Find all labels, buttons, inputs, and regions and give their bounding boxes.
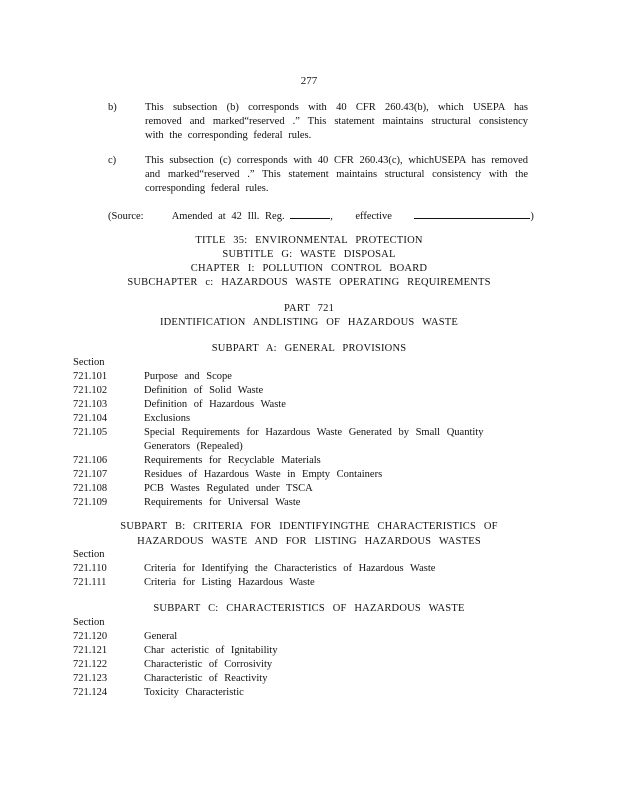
title-heading: TITLE 35: ENVIRONMENTAL PROTECTION [195,235,423,246]
source-close: ) [530,211,534,222]
toc-row [73,454,533,468]
subpart-a-heading: SUBPART A: GENERAL PROVISIONS [211,343,407,354]
subchapter-heading: SUBCHAPTER c: HAZARDOUS WASTE OPERATING REQUIREMENTS [127,277,491,288]
paragraph-c [108,154,528,196]
toc-row [73,384,533,398]
section-number: 721.106 [73,455,108,466]
toc-row [73,398,533,412]
section-label: Section [73,617,105,628]
section-title: Char acteristic of Ignitability [144,645,278,656]
section-number: 721.124 [73,687,108,698]
part-heading: PART 721 [283,303,335,314]
toc-row [73,496,533,510]
section-title: Purpose and Scope [144,371,232,382]
section-title: Special Requirements for Hazardous Waste Generated by Small Quantity Generators (Repealed) [144,427,484,452]
section-number: 721.107 [73,469,108,480]
section-title: Residues of Hazardous Waste in Empty Containers [144,469,383,480]
section-title: Criteria for Identifying the Characteristics of Hazardous Waste [144,563,436,574]
register-blank [290,208,330,219]
paragraph-text: This subsection (b) corresponds with 40 CFR 260.43(b), which USEPA has removed and marked“reserved .” This statement maintains structural consistency with the corresponding federal rules. [145,102,528,141]
section-title: Definition of Solid Waste [144,385,264,396]
subpart-b-heading: SUBPART B: CRITERIA FOR IDENTIFYINGTHE CHARACTERISTICS OF [120,521,498,532]
paragraph-text: This subsection (c) corresponds with 40 CFR 260.43(c), whichUSEPA has removed and marked“reserved .” This statement maintains structural consistency with the corresponding federal rules. [145,155,528,194]
section-number: 721.120 [73,631,108,642]
paragraph-b [108,101,528,143]
section-number: 721.105 [73,427,108,438]
section-title: Definition of Hazardous Waste [144,399,286,410]
subtitle-heading: SUBTITLE G: WASTE DISPOSAL [222,249,396,260]
toc-row [73,370,533,384]
section-title: Requirements for Universal Waste [144,497,301,508]
source-amended: Amended at 42 Ill. Reg. [171,211,285,222]
section-title: PCB Wastes Regulated under TSCA [144,483,313,494]
section-title: Toxicity Characteristic [144,687,244,698]
section-number: 721.110 [73,563,107,574]
section-number: 721.121 [73,645,108,656]
section-number: 721.111 [73,577,107,588]
part-title-heading: IDENTIFICATION ANDLISTING OF HAZARDOUS WASTE [159,317,459,328]
toc-row [73,672,533,686]
source-effective: effective [355,211,392,222]
section-number: 721.108 [73,483,108,494]
subpart-c-heading: SUBPART C: CHARACTERISTICS OF HAZARDOUS WASTE [153,603,465,614]
section-number: 721.109 [73,497,108,508]
paragraph-label: c) [108,155,117,166]
section-title: Requirements for Recyclable Materials [144,455,321,466]
section-number: 721.103 [73,399,108,410]
source-comma: , [330,211,333,222]
toc-row [73,644,533,658]
paragraph-label: b) [108,102,117,113]
section-number: 721.123 [73,673,108,684]
effective-date-blank [414,208,530,219]
toc-row [73,482,533,496]
chapter-heading: CHAPTER I: POLLUTION CONTROL BOARD [190,263,428,274]
toc-row [73,412,533,426]
section-title: Criteria for Listing Hazardous Waste [144,577,315,588]
page-number: 277 [300,75,318,87]
section-label: Section [73,549,105,560]
source-note [108,208,534,224]
section-number: 721.101 [73,371,108,382]
section-number: 721.104 [73,413,108,424]
toc-row [73,630,533,644]
toc-row [73,562,533,576]
section-title: Exclusions [144,413,191,424]
toc-row [73,686,533,700]
section-title: Characteristic of Reactivity [144,673,268,684]
subpart-b-heading-line2: HAZARDOUS WASTE AND FOR LISTING HAZARDOUS WASTES [137,536,481,547]
section-number: 721.122 [73,659,108,670]
toc-row [73,658,533,672]
section-title: Characteristic of Corrosivity [144,659,273,670]
source-prefix: (Source: [108,211,144,222]
section-label: Section [73,357,105,368]
toc-row [73,576,533,590]
toc-row [73,468,533,482]
section-title: General [144,631,178,642]
toc-row [73,426,533,454]
section-number: 721.102 [73,385,108,396]
